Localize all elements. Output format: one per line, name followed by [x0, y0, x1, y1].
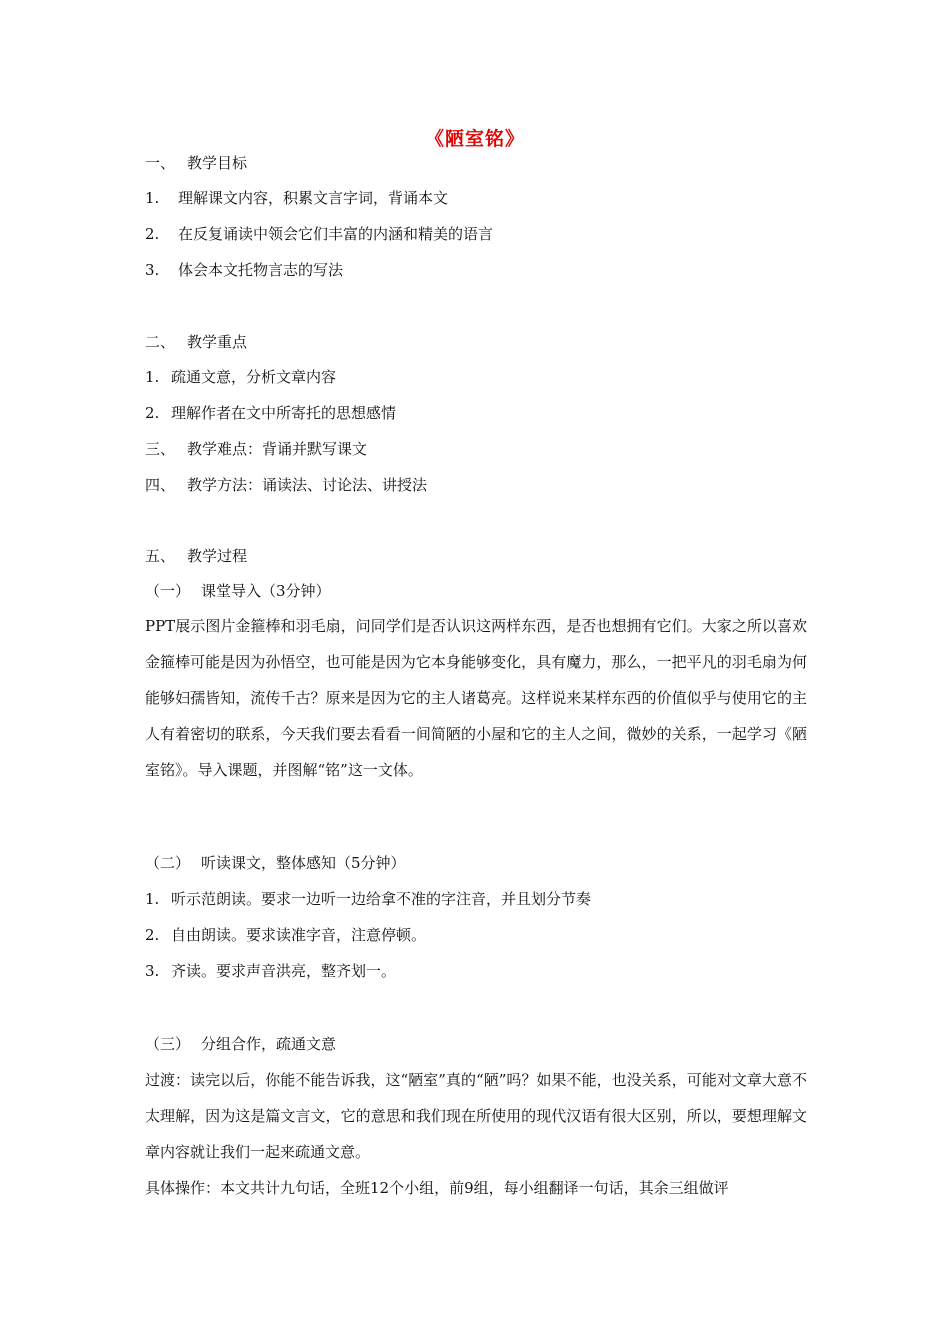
list-item: 1. 听示范朗读。要求一边听一边给拿不准的字注音，并且划分节奏	[145, 890, 592, 908]
section-2-number: 二、	[145, 333, 176, 351]
intro-paragraph: PPT展示图片金箍棒和羽毛扇，问同学们是否认识这两样东西，是否也想拥有它们。大家之所以喜欢金箍棒可能是因为孙悟空，也可能是因为它本身能够变化，具有魔力，那么，一把平凡的羽毛扇为何能够妇孺皆知，流传千古？原来是因为它的主人诸葛亮。这样说来某样东西的价值似乎与使用它的主人有着密切的联系，今天我们要去看看一间简陋的小屋和它的主人之间，微妙的关系，一起学习《陋室铭》。导入课题，并图解“铭”这一文体。	[145, 617, 807, 779]
section-4-number: 四、	[145, 476, 176, 494]
section-5-number: 五、	[145, 547, 176, 565]
section-3-heading	[145, 439, 367, 459]
section-2-title: 教学重点	[187, 333, 248, 351]
list-item: 1. 疏通文意，分析文章内容	[145, 368, 337, 386]
document-title: 《陋室铭》	[424, 128, 525, 150]
section-1-title: 教学目标	[187, 154, 248, 172]
list-item: 2. 在反复诵读中领会它们丰富的内涵和精美的语言	[145, 225, 494, 243]
list-item: 3. 齐读。要求声音洪亮，整齐划一。	[145, 962, 397, 980]
list-item: 2. 理解作者在文中所寄托的思想感情	[145, 404, 397, 422]
section-1-number: 一、	[145, 154, 176, 172]
subsection-3-heading: （三） 分组合作，疏通文意	[145, 1035, 337, 1053]
list-item: 3. 体会本文托物言志的写法	[145, 261, 344, 279]
section-2-heading	[145, 332, 247, 352]
section-5-title: 教学过程	[187, 547, 248, 565]
section-1-heading	[145, 153, 247, 173]
list-item: 2. 自由朗读。要求读准字音，注意停顿。	[145, 926, 427, 944]
section-5-heading	[145, 546, 247, 566]
transition-paragraph: 过渡：读完以后，你能不能告诉我，这“陋室”真的“陋”吗？如果不能，也没关系，可能对文章大意不太理解，因为这是篇文言文，它的意思和我们现在所使用的现代汉语有很大区别，所以，要想理解文章内容就让我们一起来疏通文意。	[145, 1071, 807, 1161]
subsection-1-heading: （一） 课堂导入（3分钟）	[145, 582, 331, 600]
section-3-number: 三、	[145, 440, 176, 458]
section-4-heading	[145, 475, 427, 495]
section-3-title: 教学难点：背诵并默写课文	[187, 440, 368, 458]
subsection-2-heading: （二） 听读课文，整体感知（5分钟）	[145, 854, 406, 872]
operation-paragraph: 具体操作：本文共计九句话，全班12个小组，前9组，每小组翻译一句话，其余三组做评	[145, 1179, 729, 1197]
section-4-title: 教学方法：诵读法、讨论法、讲授法	[187, 476, 428, 494]
list-item: 1. 理解课文内容，积累文言字词，背诵本文	[145, 189, 449, 207]
